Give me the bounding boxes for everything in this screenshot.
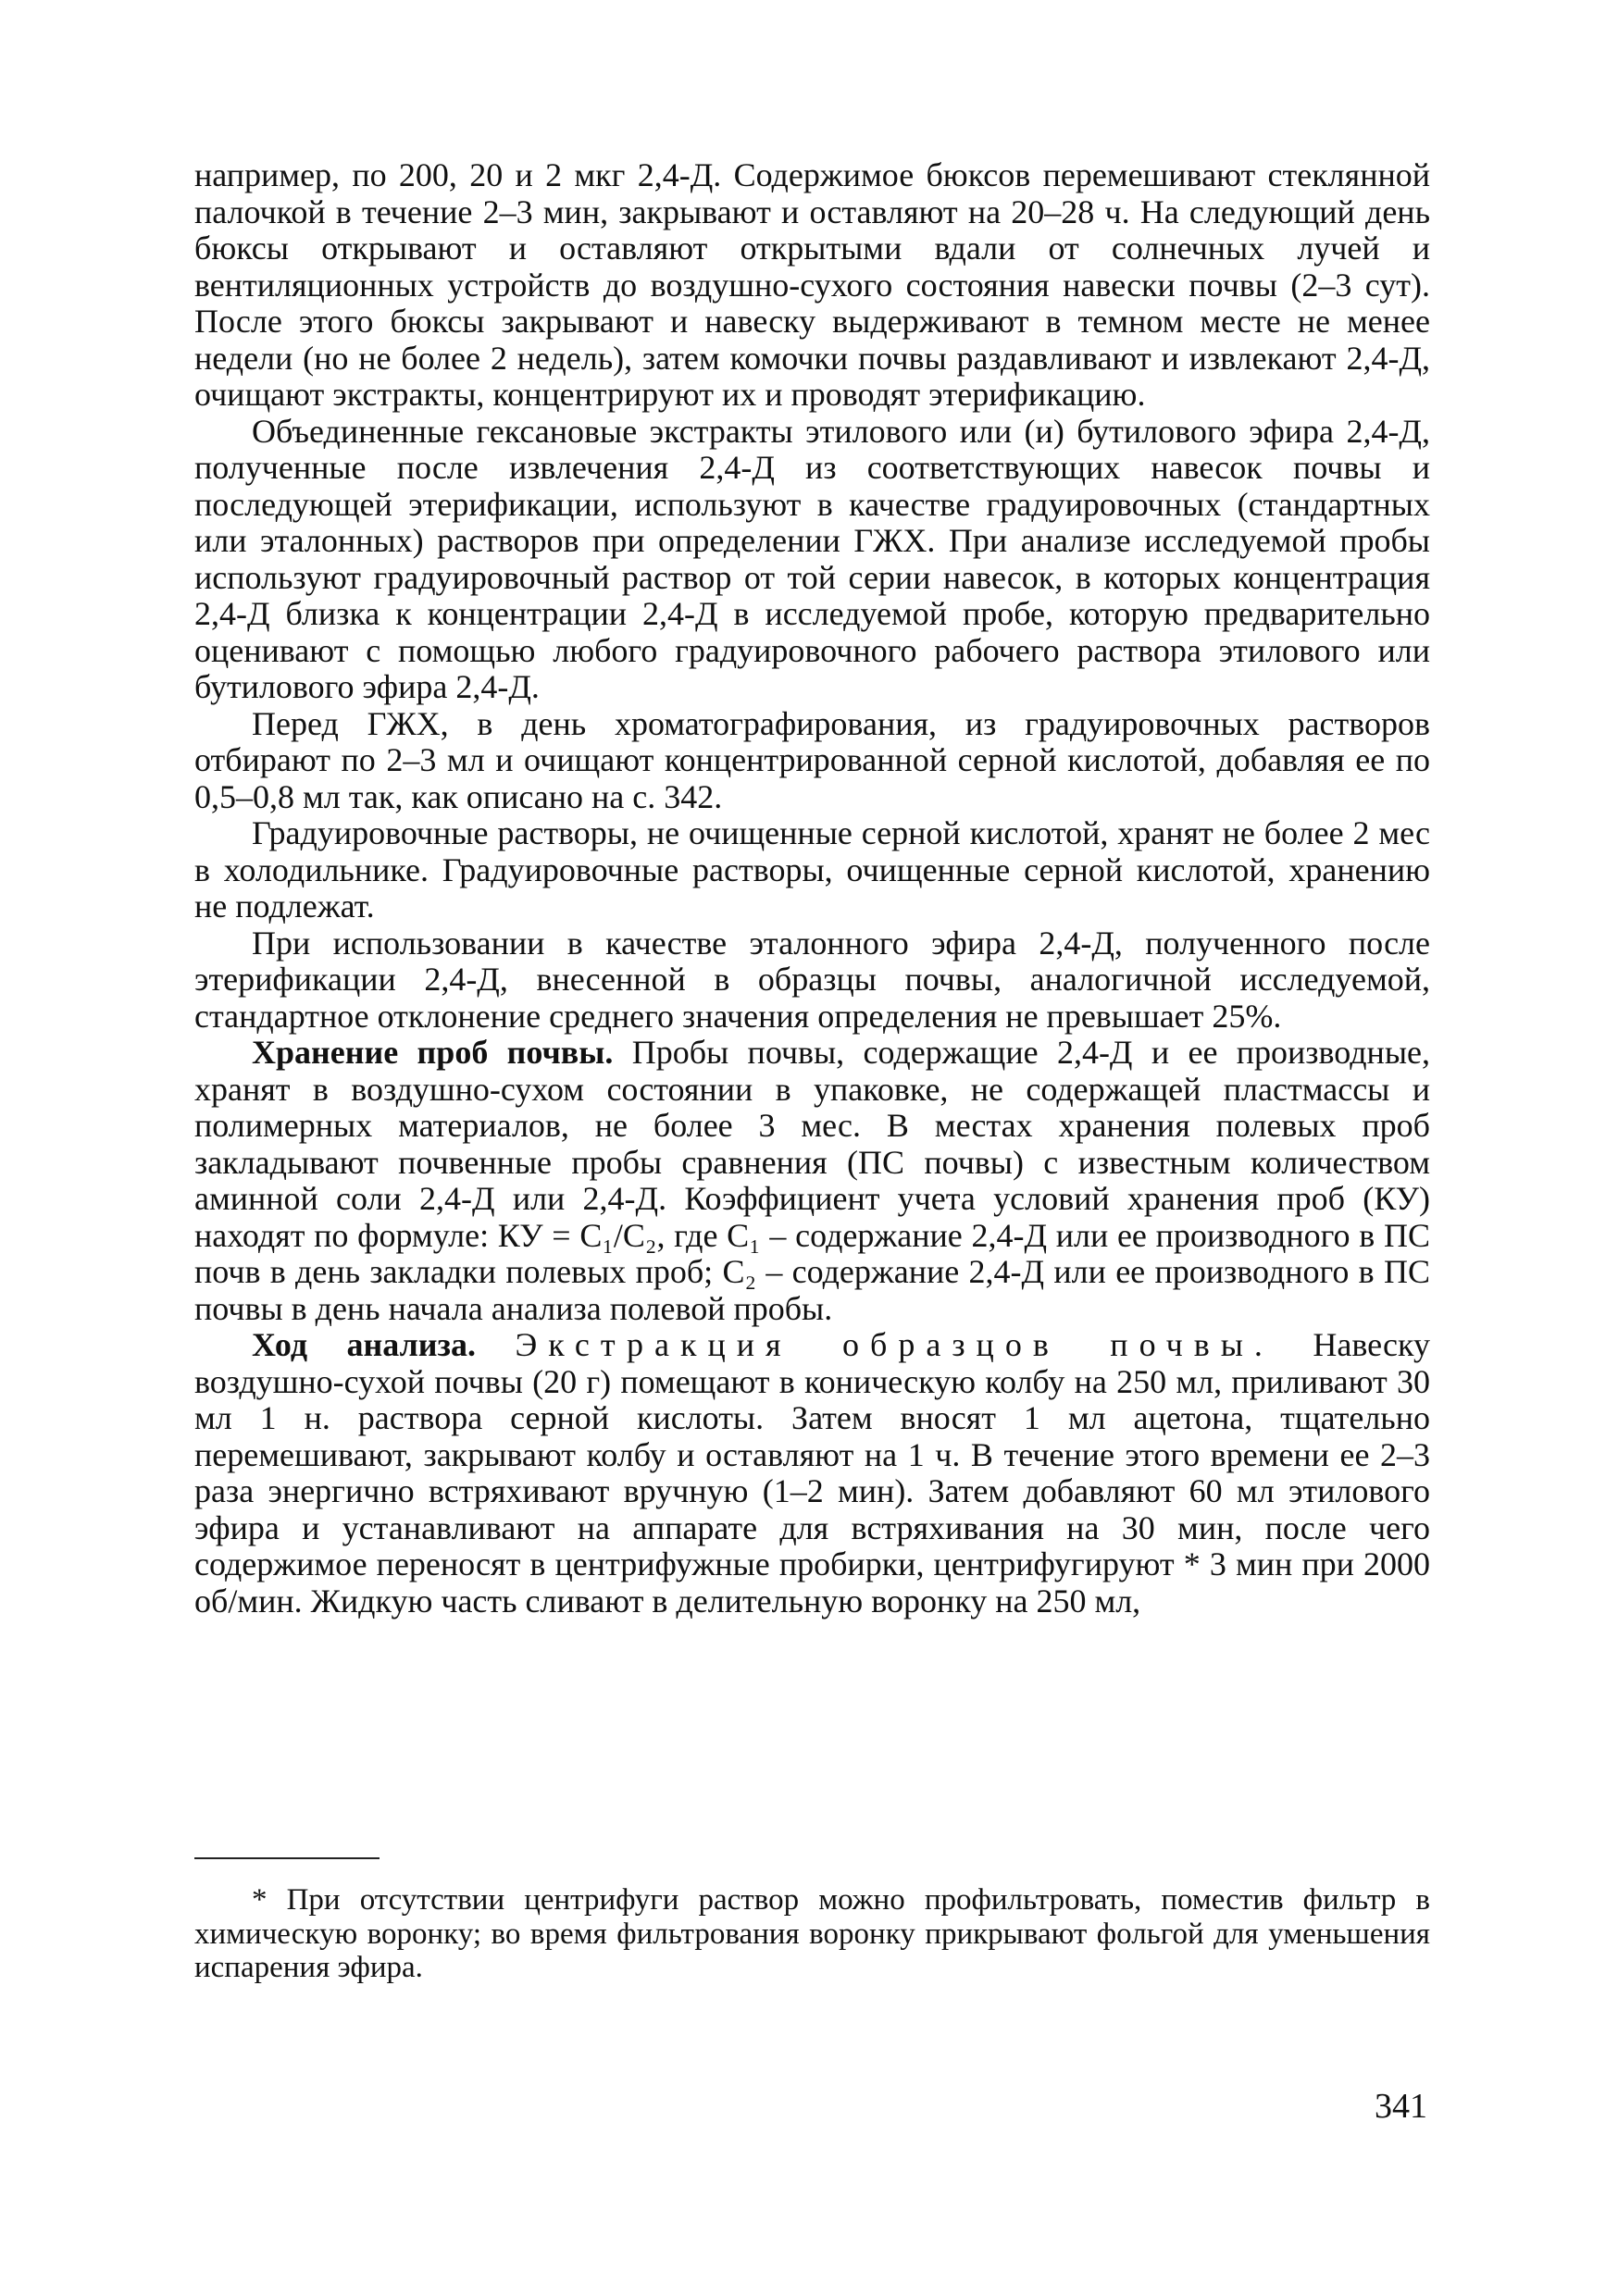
storage-heading: Хранение проб почвы. [252,1034,614,1071]
page-body [194,157,1430,1620]
paragraph-1: например, по 200, 20 и 2 мкг 2,4-Д. Содержимое бюксов перемешивают стеклянной палочкой в течение 2–3 мин, закрывают и оставляют на 20–28 ч. На следующий день бюксы открывают и оставляют открытыми вдали от солнечных лучей и вентиляционных устройств до воздушно-сухого состояния навески почвы (2–3 сут). После этого бюксы закрывают и навеску выдерживают в темном месте не менее недели (но не более 2 недель), затем комочки почвы раздавливают и извлекают 2,4-Д, очищают экстракты, концентрируют их и проводят этерификацию. [194,156,1430,413]
paragraph-4: Градуировочные растворы, не очищенные серной кислотой, хранят не более 2 мес в холодильнике. Градуировочные растворы, очищенные серной кислотой, хранению не подлежат. [194,814,1430,925]
paragraph-storage [194,1035,1430,1327]
analysis-text: Навеску воздушно-сухой почвы (20 г) помещают в коническую колбу на 250 мл, приливают 30 мл 1 н. раствора серной кислоты. Затем вносят 1 мл ацетона, тщательно перемешивают, закрывают колбу и оставляют на 1 ч. В течение этого времени ее 2–3 раза энергично встряхивают вручную (1–2 мин). Затем добавляют 60 мл этилового эфира и устанавливают на аппарате для встряхивания на 30 мин, после чего содержимое переносят в центрифужные пробирки, центрифугируют * 3 мин при 2000 об/мин. Жидкую часть сливают в делительную воронку на 250 мл, [194,1326,1431,1620]
footnote-divider [194,1857,380,1859]
paragraph-analysis [194,1327,1430,1620]
paragraph-3: Перед ГЖХ, в день хроматографирования, из градуировочных растворов отбирают по 2–3 мл и очищают концентрированной серной кислотой, добавляя ее по 0,5–0,8 мл так, как описано на с. 342. [194,704,1430,815]
analysis-heading: Ход анализа. [252,1326,477,1363]
paragraph-2: Объединенные гексановые экстракты этилового или (и) бутилового эфира 2,4-Д, полученные после извлечения 2,4-Д из соответствующих навесок почвы и последующей этерификации, используют в качестве градуировочных (стандартных или эталонных) растворов при определении ГЖХ. При анализе исследуемой пробы используют градуировочный раствор от той серии навесок, в которых концентрация 2,4-Д близка к концентрации 2,4-Д в исследуемой пробе, которую предварительно оценивают с помощью любого градуировочного рабочего раствора этилового или бутилового эфира 2,4-Д. [194,412,1430,705]
analysis-subheading: Экстракция образцов почвы. [515,1326,1274,1363]
storage-text: Пробы почвы, содержащие 2,4-Д и ее производные, хранят в воздушно-сухом состоянии в упаковке, не содержащей пластмассы и полимерных материалов, не более 3 мес. В местах хранения полевых проб закладывают почвенные пробы сравнения (ПС почвы) с известным количеством аминной соли 2,4-Д или 2,4-Д. Коэффициент учета условий хранения проб (КУ) находят по формуле: КУ = C₁/C₂, где C₁ – содержание 2,4-Д или ее производного в ПС почв в день закладки полевых проб; C₂ – содержание 2,4-Д или ее производного в ПС почвы в день начала анализа полевой пробы. [194,1034,1430,1327]
page-number: 341 [1375,2087,1427,2126]
footnote: * При отсутствии центрифуги раствор можно профильтровать, поместив фильтр в химическую воронку; во время фильтрования воронку прикрывают фольгой для уменьшения испарения эфира. [194,1883,1430,1984]
paragraph-5: При использовании в качестве эталонного эфира 2,4-Д, полученного после этерификации 2,4-Д, внесенной в образцы почвы, аналогичной исследуемой, стандартное отклонение среднего значения определения не превышает 25%. [194,924,1430,1035]
